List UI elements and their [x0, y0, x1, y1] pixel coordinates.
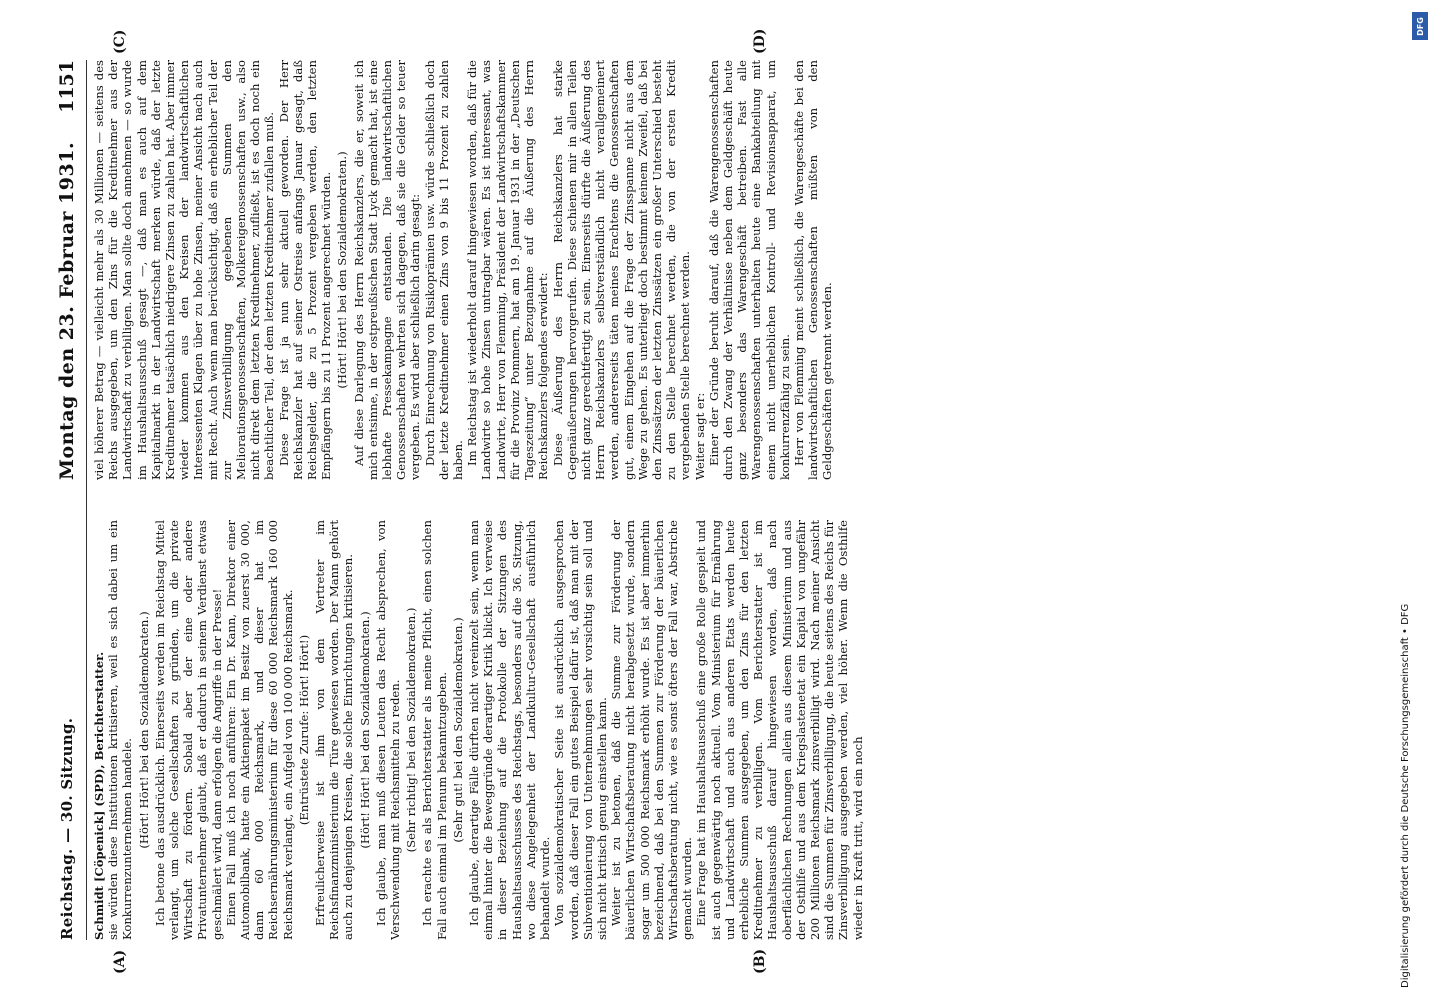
right-column [92, 60, 1372, 480]
margin-marker-d: (D) [752, 28, 768, 54]
digitization-text: Digitalisierung gefördert durch die Deutsche Forschungsgemeinschaft • DFG [1400, 603, 1411, 988]
paragraph: Diese Frage ist ja nun sehr aktuell geworden. Der Herr Reichskanzler hat auf seiner Ostreise anfangs Januar gesagt, daß Reichsgelder, die zu 5 Prozent vergeben werden, den letzten Empfängern bis zu 11 Prozent angerechnet würden. [276, 60, 334, 480]
paragraph: sie würden diese Institutionen kritisieren, weil es sich dabei um ein Konkurrenzunternehmen handele. [106, 520, 135, 940]
interjection: (Sehr gut! bei den Sozialdemokraten.) [450, 617, 465, 843]
page-header [52, 60, 86, 940]
quotation: Durch Einrechnung von Risikoprämien usw. würde schließlich doch der letzte Kreditnehmer einen Zins von 9 bis 11 Prozent zu zahlen haben. [422, 60, 466, 480]
interjection: (Entrüstete Zurufe: Hört! Hört!) [296, 634, 311, 826]
paragraph: Im Reichstag ist wiederholt darauf hingewiesen worden, daß für die Landwirte so hohe Zinsen untragbar wären. Es ist interessant, was Landwirte, Herr von Flemming, Präsident der Landwirtschaftskammer für die Provinz Pommern, hat am 19. Januar 1931 in der „Deutschen Tageszeitung“ unter Bezugnahme auf die Äußerung des Herrn Reichskanzlers folgendes erwidert: [465, 60, 551, 480]
speaker-line [92, 520, 106, 940]
interjection: (Sehr richtig! bei den Sozialdemokraten.) [404, 607, 419, 853]
digitization-note [1400, 12, 1430, 988]
rotated-document-page [52, 28, 1382, 974]
quotation: Diese Äußerung des Herrn Reichskanzlers hat starke Gegenäußerungen hervorgerufen. Diese schienen mir in allen Teilen nicht ganz gerechtfertigt zu sein. Einerseits dürfte die Äußerung des Herrn Reichskanzlers selbstverständlich nicht verallgemeinert werden, andererseits täten meines Erachtens die Genossenschaften gut, einem Eingehen auf die Frage der Zinsspanne nicht aus dem Wege zu gehen. Es unterliegt doch bestimmt keinem Zweifel, daß bei den Zinssätzen der letzten Zinssätzen ein großer Unterschied besteht zu den Stelle berechnet werden, die von der ersten Kredit vergebenden Stelle berechnet werden. [550, 60, 693, 480]
session-title: Reichstag. — 30. Sitzung. [58, 717, 76, 940]
paragraph: Einen Fall muß ich noch anführen: Ein Dr. Kann, Direktor einer Automobilbank, hatte ein Aktienpaket im Besitz von zuerst 30 000, dann 60 000 Reichsmark, und dieser hat im Reichsernährungsministerium für diese 60 000 Reichsmark 160 000 Reichsmark verlangt, ein Aufgeld von 100 000 Reichsmark. [223, 520, 295, 940]
dfg-logo [1412, 12, 1428, 40]
paragraph: viel höherer Betrag — vielleicht mehr als 30 Millionen — seitens des Reichs ausgegeben, um den Zins für die Kreditnehmer aus der Landwirtschaft zu verbilligen. Man sollte doch annehmen — so wurde im Haushaltsausschuß gesagt —, daß man es auch auf dem Kapitalmarkt in der Landwirtschaft merken würde, daß der letzte Kreditnehmer tatsächlich niedrigere Zinsen zu zahlen hat. Aber immer wieder kommen aus den Kreisen der landwirtschaftlichen Interessenten Klagen über zu hohe Zinsen, meiner Ansicht nach auch mit Recht. Auch wenn man berücksichtigt, daß ein erheblicher Teil der zur Zinsverbilligung gegebenen Summen den Meliorationsgenossenschaften, Molkereigenossenschaften usw., also nicht direkt dem letzten Kreditnehmer, zufließt, ist es doch noch ein beachtlicher Teil, der dem letzten Kreditnehmer zufallen muß. [92, 60, 277, 480]
interjection: (Hört! Hört! bei den Sozialdemokraten.) [335, 151, 350, 389]
interjection: (Hört! Hört! bei den Sozialdemokraten.) [357, 611, 372, 849]
page-number: 1151 [56, 60, 78, 113]
paragraph: Ich glaube, man muß diesen Leuten das Recht absprechen, von Verschwendung mit Reichsmitteln zu reden. [373, 520, 403, 940]
margin-marker-c: (C) [112, 29, 128, 54]
running-title [58, 718, 76, 940]
paragraph: Ich glaube, derartige Fälle dürften nicht vereinzelt sein, wenn man einmal hinter die Beweggründe derartiger Kritik blickt. Ich verweise in dieser Beziehung auf die Protokolle der Sitzungen des Haushaltsausschusses des Reichstags, besonders auf die 36. Sitzung, wo diese Angelegenheit der Landkultur-Gesellschaft ausführlich behandelt wurde. [467, 520, 553, 940]
paragraph: Erfreulicherweise ist ihm von dem Vertreter im Reichsfinanzministerium die Türe gewiesen worden. Der Mann gehört auch zu denjenigen Kreisen, die solche Einrichtungen kritisieren. [313, 520, 356, 940]
left-column [92, 520, 1372, 940]
interjection: (Hört! Hört! bei den Sozialdemokraten.) [136, 611, 151, 849]
session-date: Montag den 23. Februar 1931. [56, 141, 78, 480]
margin-marker-a: (A) [112, 949, 128, 974]
paragraph: Ich betone das ausdrücklich. Einerseits werden im Reichstag Mittel verlangt, um solche Gesellschaften zu gründen, um die private Wirtschaft zu fördern. Sobald aber der eine oder andere Privatunternehmer glaubt, daß er dadurch in seinem Verdienst etwas geschmälert wird, dann erfolgen die Angriffe in der Presse! [152, 520, 224, 940]
paragraph: Herr von Flemming meint schließlich, die Warengeschäfte bei den landwirtschaftlichen Genossenschaften müßten von den Geldgeschäften getrennt werden. [791, 60, 835, 480]
paragraph: Von sozialdemokratischer Seite ist ausdrücklich ausgesprochen worden, daß dieser Fall ein gutes Beispiel dafür ist, daß man mit der Subventionierung von Unternehmungen sehr vorsichtig sein soll und sich nicht kritisch genug einstellen kann. [552, 520, 609, 940]
header-rule [86, 60, 87, 940]
quotation: Einer der Gründe beruht darauf, daß die Warengenossenschaften durch den Zwang der Verhältnisse neben dem Geldgeschäft heute ganz besonders das Warengeschäft betreiben. Fast alle Warengenossenschaften unterhalten heute eine Bankabteilung mit einem nicht unerheblichen Kontroll- und Revisionsapparat, um konkurrenzfähig zu sein. [706, 60, 792, 480]
paragraph: Weiter ist zu betonen, daß die Summe zur Förderung der bäuerlichen Wirtschaftsberatung nicht herabgesetzt wurde, sondern sogar um 500 000 Reichsmark erhöht wurde. Es ist aber immerhin bezeichnend, daß bei den Summen zur Förderung der bäuerlichen Wirtschaftsberatung nicht, wie es sonst öfters der Fall war, Abstriche gemacht wurden. [609, 520, 695, 940]
speaker-name: Schmidt [Cöpenick] (SPD), Berichterstatter. [92, 651, 106, 940]
paragraph: Ich erachte es als Berichterstatter als meine Pflicht, einen solchen Fall auch einmal im Plenum bekanntzugeben. [420, 520, 449, 940]
paragraph: Weiter sagt er: [692, 392, 707, 480]
margin-marker-b: (B) [752, 948, 768, 974]
dfg-logo-text: DFG [1415, 16, 1425, 36]
paragraph: Eine Frage hat im Haushaltsausschuß eine große Rolle gespielt und ist auch gegenwärtig noch aktuell. Vom Ministerium für Ernährung und Landwirtschaft und auch aus anderen Etats werden heute erhebliche Summen ausgegeben, um den Zins für den letzten Kreditnehmer zu verbilligen. Vom Berichterstatter ist im Haushaltsausschuß darauf hingewiesen worden, daß nach oberflächlichen Rechnungen allein aus diesem Ministerium und aus der Osthilfe und aus dem Kriegslastenetat ein Kapital von ungefähr 200 Millionen Reichsmark zinsverbilligt wird. Nach meiner Ansicht sind die Summen für Zinsverbilligung, die heute seitens des Reichs für Zinsverbilligung ausgegeben werden, viel höher. Wenn die Osthilfe wieder in Kraft tritt, wird ein noch [694, 520, 865, 940]
paragraph: Auf diese Darlegung des Herrn Reichskanzlers, die er, soweit ich mich entsinne, in der ostpreußischen Stadt Lyck gemacht hat, ist eine lebhafte Pressekampagne entstanden. Die landwirtschaftlichen Genossenschaften wehrten sich dagegen, daß sie die Gelder so teuer vergeben. Es wird aber schließlich darin gesagt: [351, 60, 423, 480]
